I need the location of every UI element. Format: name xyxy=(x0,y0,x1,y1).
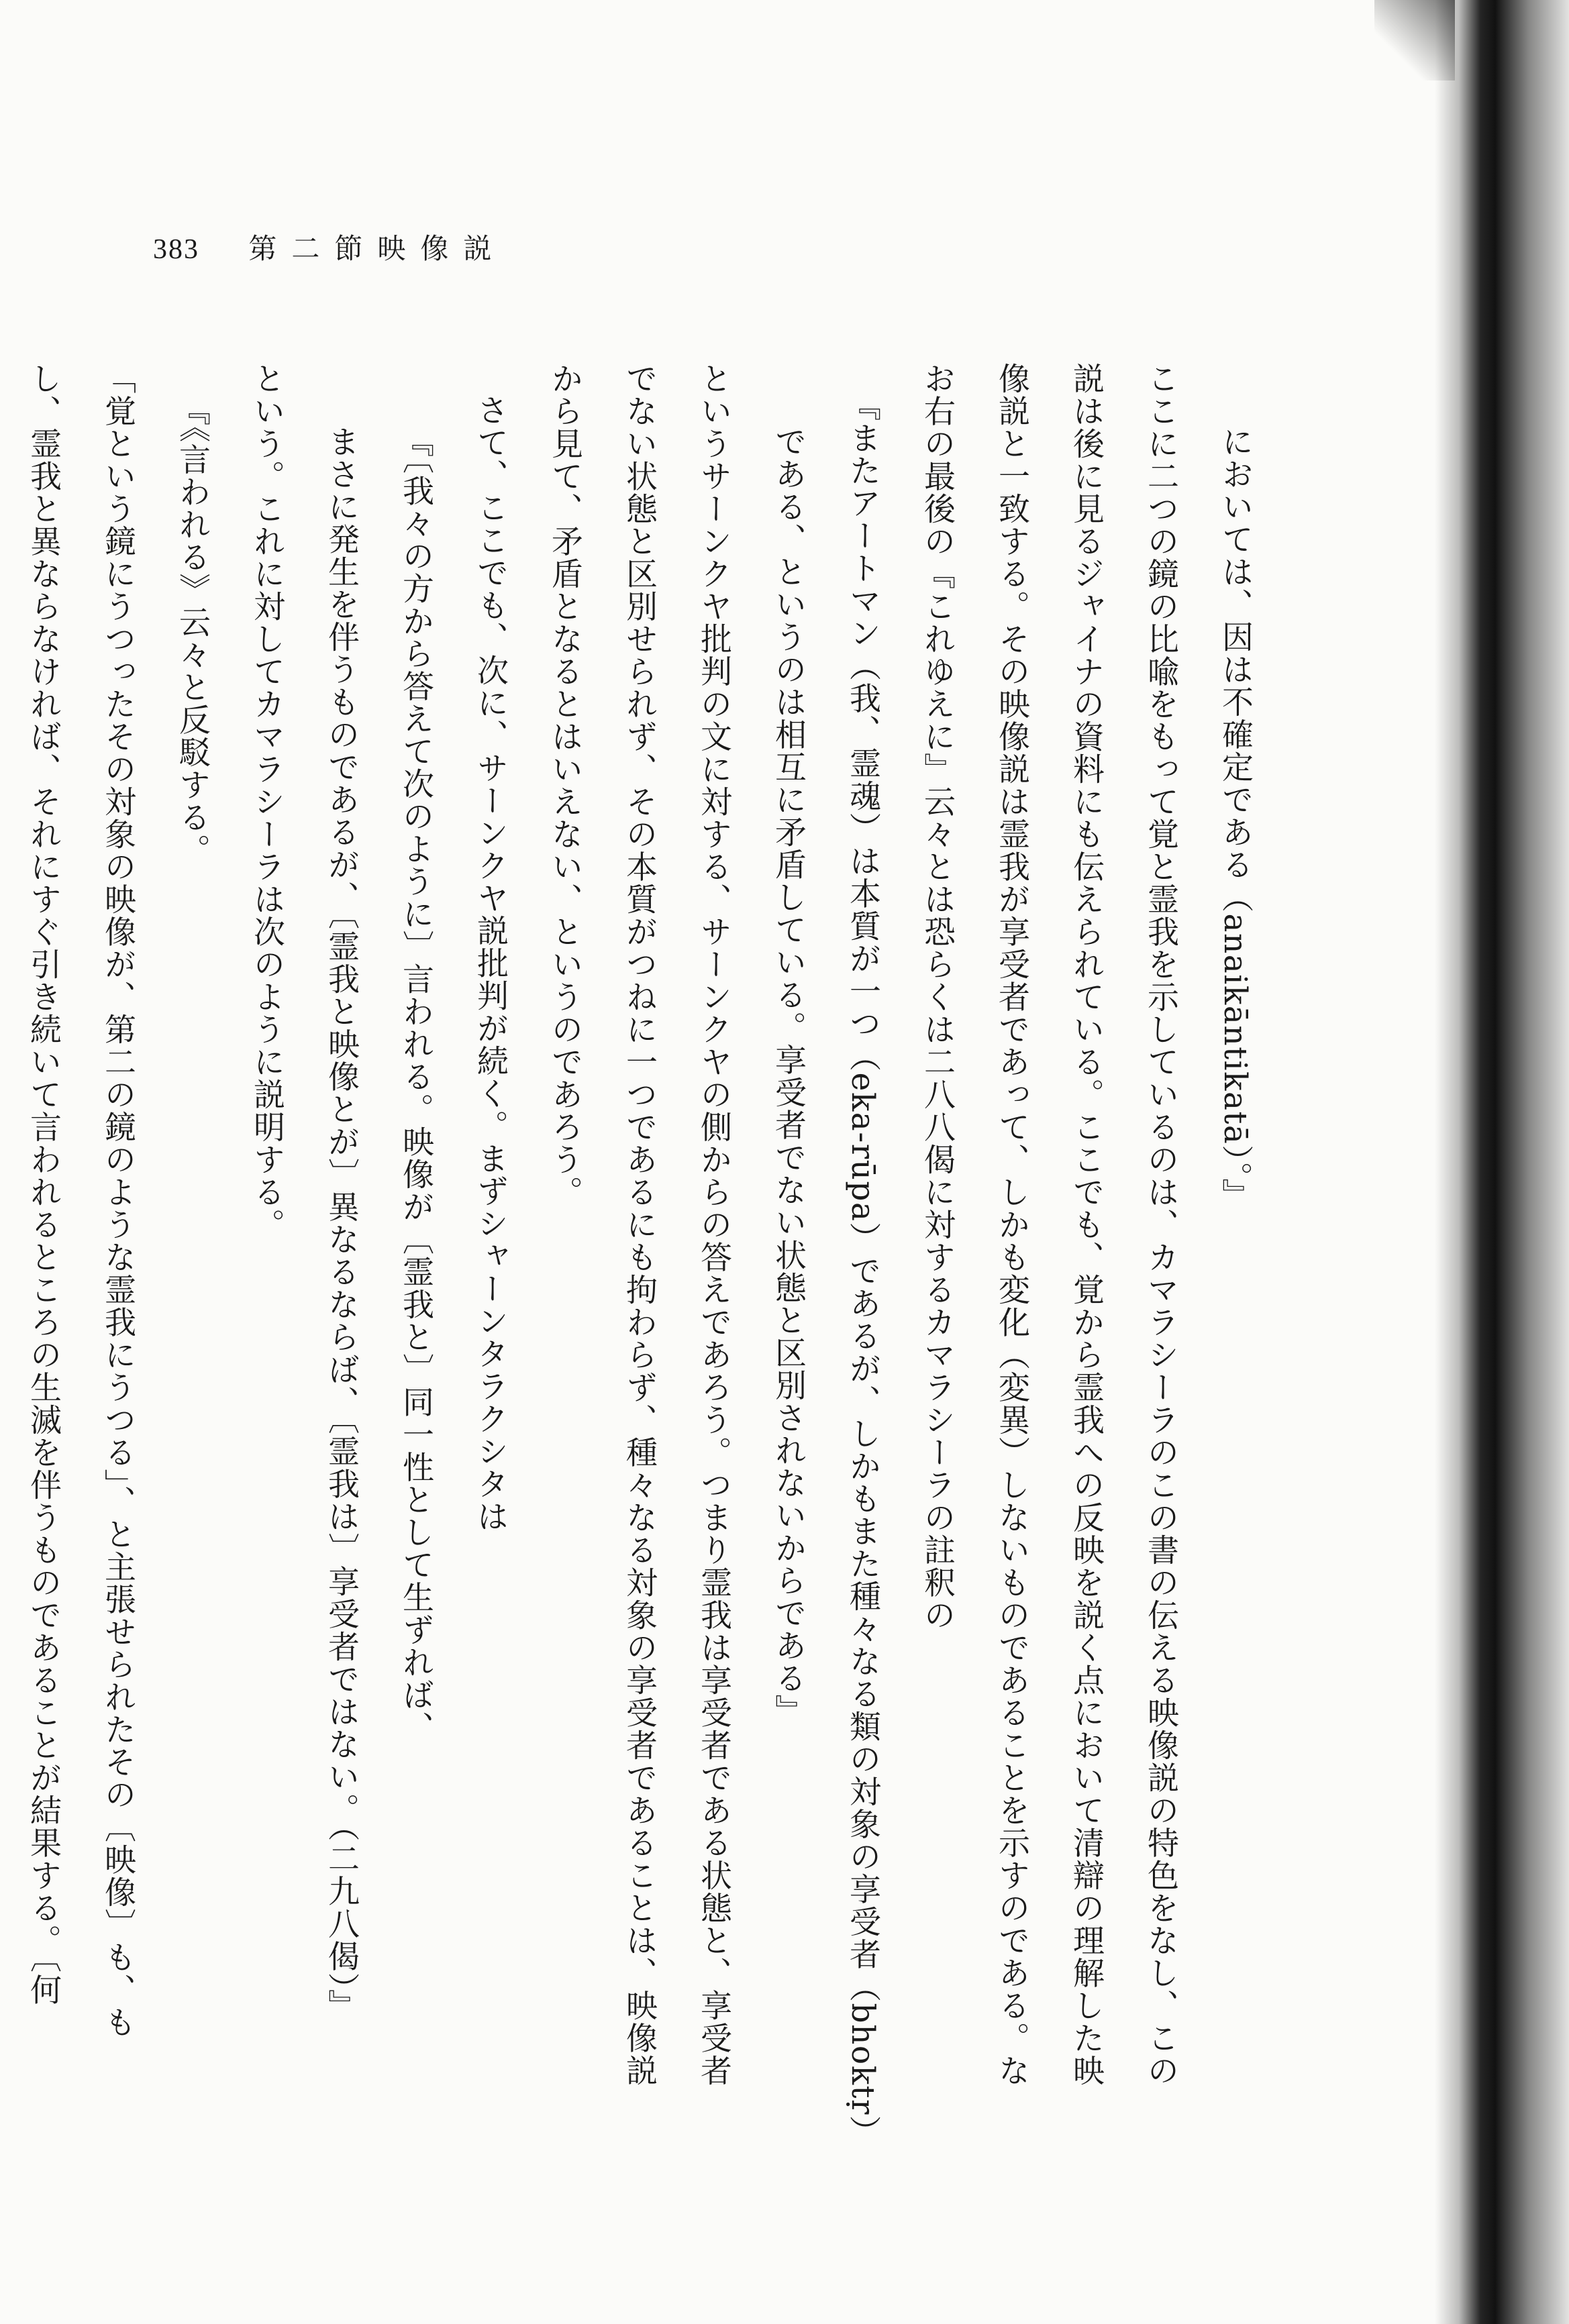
text-line: というサーンクヤ批判の文に対する、サーンクヤの側からの答えであろう。つまり霊我は享受者である状態と、享受者 xyxy=(695,362,732,2087)
text-line: ここに二つの鏡の比喩をもって覚と霊我を示しているのは、カマラシーラのこの書の伝える映像説の特色をなし、この xyxy=(1142,362,1179,2087)
text-line: でない状態と区別せられず、その本質がつねに一つであるにも拘わらず、種々なる対象の享受者であることは、映像説 xyxy=(621,362,658,2087)
text-line xyxy=(0,362,6,2120)
running-head xyxy=(153,227,506,267)
text-line: 『またアートマン（我、霊魂）は本質が一つ（eka-rūpa）であるが、しかもまた種々なる類の対象の享受者（bhoktṛ） xyxy=(844,389,881,2148)
text-line: し、霊我と異ならなければ、それにすぐ引き続いて言われるところの生滅を伴うものであることが結果する。〔何 xyxy=(25,362,62,2006)
text-line: である、というのは相互に矛盾している。享受者でない状態と区別されないからである』 xyxy=(770,425,807,1727)
page-corner-shadow xyxy=(1374,0,1455,81)
text-line: まさに発生を伴うものであるが、〔霊我と映像とが〕異なるならば、〔霊我は〕享受者ではない。（二九八偈）』 xyxy=(323,425,360,2022)
text-line: 『〔我々の方から答えて次のように〕言われる。映像が〔霊我と〕同一性として生ずれば、 xyxy=(397,425,434,1744)
text-line: 「覚という鏡にうつったその対象の映像が、第二の鏡のような霊我にうつる」、と主張せられたその〔映像〕も、も xyxy=(99,362,136,2039)
text-line: 像説と一致する。その映像説は霊我が享受者であって、しかも変化（変異）しないものであることを示すのである。な xyxy=(993,362,1030,2087)
text-line: 『《言われる》云々と反駁する。 xyxy=(174,394,211,866)
text-line: という。これに対してカマラシーラは次のように説明する。 xyxy=(248,362,285,1241)
text-line: 説は後に見るジャイナの資料にも伝えられている。ここでも、覚から霊我への反映を説く点において清辯の理解した映 xyxy=(1068,362,1105,2087)
text-line: においては、因は不確定である（anaikāntikatā）。』 xyxy=(1217,425,1254,1211)
section-title: 第二節映像説 xyxy=(248,232,507,265)
vertical-text-body xyxy=(0,362,1272,2148)
text-line: お右の最後の『これゆえに』云々とは恐らくは二八八偈に対するカマラシーラの註釈の xyxy=(919,362,956,1632)
text-line: から見て、矛盾となるとはいえない、というのであろう。 xyxy=(546,362,583,1208)
page-edge-shadow xyxy=(1435,0,1569,2324)
page-number: 383 xyxy=(153,234,199,265)
text-line: さて、ここでも、次に、サーンクヤ説批判が続く。まずシャーンタラクシタは xyxy=(472,394,509,1533)
